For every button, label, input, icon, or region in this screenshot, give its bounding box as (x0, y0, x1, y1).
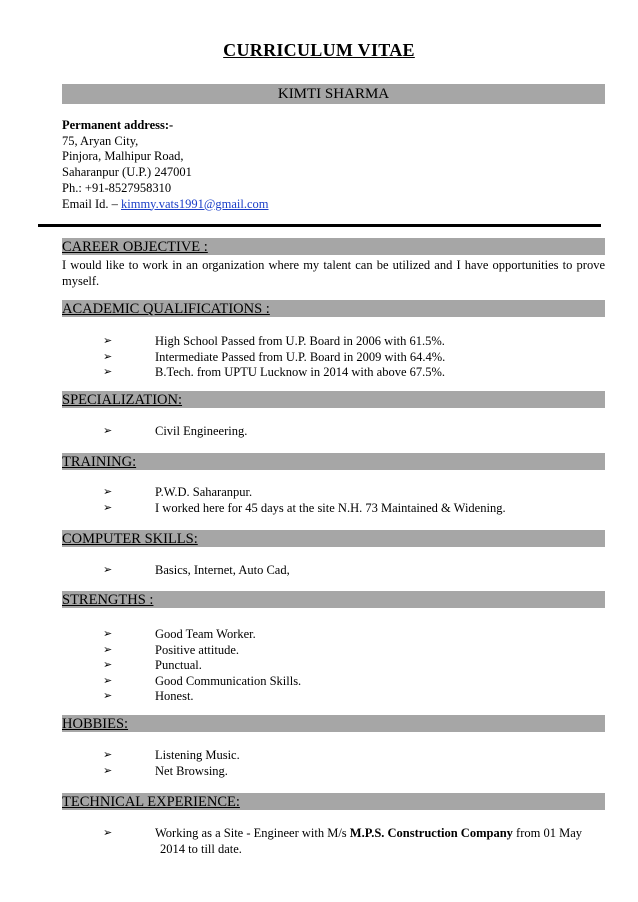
arrow-bullet-icon: ➢ (103, 827, 113, 839)
arrow-bullet-icon: ➢ (103, 564, 113, 576)
arrow-bullet-icon: ➢ (103, 749, 113, 761)
technical-experience-heading: TECHNICAL EXPERIENCE: (62, 793, 605, 810)
computer-skills-list (0, 563, 638, 579)
list-item: ➢ Civil Engineering. (103, 424, 248, 438)
arrow-bullet-icon: ➢ (103, 628, 113, 640)
address-line: Saharanpur (U.P.) 247001 (62, 165, 192, 180)
arrow-bullet-icon: ➢ (103, 690, 113, 702)
academic-heading: ACADEMIC QUALIFICATIONS : (62, 300, 605, 317)
email-line (62, 197, 269, 213)
divider-rule (38, 224, 601, 227)
specialization-heading: SPECIALIZATION: (62, 391, 605, 408)
technical-experience-list (0, 826, 638, 858)
email-link[interactable]: kimmy.vats1991@gmail.com (121, 196, 269, 211)
candidate-name: KIMTI SHARMA (62, 84, 605, 104)
arrow-bullet-icon: ➢ (103, 764, 113, 777)
career-objective-heading: CAREER OBJECTIVE : (62, 238, 605, 255)
career-objective-text: I would like to work in an organization where my talent can be utilized and I have opportunities to prove myself. (62, 258, 605, 288)
list-item: ➢ Basics, Internet, Auto Cad, (103, 563, 290, 577)
address-block (62, 118, 269, 212)
list-item: ➢ Listening Music. (103, 748, 240, 762)
address-line: 75, Aryan City, (62, 133, 139, 148)
arrow-bullet-icon: ➢ (103, 366, 113, 378)
list-item: ➢ Net Browsing. (103, 763, 228, 778)
list-item: ➢ B.Tech. from UPTU Lucknow in 2014 with above 67.5%. (103, 365, 446, 379)
training-list (0, 485, 638, 516)
email-label: Email Id. – (62, 196, 122, 211)
list-item: ➢ Working as a Site - Engineer with M/s M.P.S. Construction Company from 01 May 2014 to till date. (103, 826, 582, 856)
training-heading: TRAINING: (62, 453, 605, 470)
computer-skills-heading: COMPUTER SKILLS: (62, 530, 605, 547)
strengths-heading: STRENGTHS : (62, 591, 605, 608)
list-item: ➢ Good Team Worker. (103, 627, 256, 641)
list-item: ➢ Good Communication Skills. (103, 673, 302, 688)
company-name: M.P.S. Construction Company (349, 826, 513, 840)
hobbies-list (0, 748, 638, 779)
address-line: Pinjora, Malhipur Road, (62, 149, 184, 164)
arrow-bullet-icon: ➢ (103, 350, 113, 363)
list-item: ➢ Positive attitude. (103, 642, 240, 657)
arrow-bullet-icon: ➢ (103, 486, 113, 498)
arrow-bullet-icon: ➢ (103, 425, 113, 437)
arrow-bullet-icon: ➢ (103, 643, 113, 656)
strengths-list (0, 627, 638, 705)
arrow-bullet-icon: ➢ (103, 335, 113, 347)
academic-list (0, 334, 638, 381)
experience-continuation: 2014 to till date. (160, 842, 242, 856)
specialization-list (0, 424, 638, 440)
list-item: ➢ Intermediate Passed from U.P. Board in 2009 with 64.4%. (103, 349, 446, 364)
list-item: ➢ P.W.D. Saharanpur. (103, 485, 253, 499)
arrow-bullet-icon: ➢ (103, 659, 113, 671)
list-item: ➢ Honest. (103, 689, 194, 703)
hobbies-heading: HOBBIES: (62, 715, 605, 732)
arrow-bullet-icon: ➢ (103, 674, 113, 687)
document-title: CURRICULUM VITAE (223, 40, 415, 60)
list-item: ➢ I worked here for 45 days at the site N.H. 73 Maintained & Widening. (103, 500, 506, 515)
phone-line: Ph.: +91-8527958310 (62, 180, 172, 195)
list-item: ➢ High School Passed from U.P. Board in 2006 with 61.5%. (103, 334, 445, 348)
list-item: ➢ Punctual. (103, 658, 202, 672)
address-label: Permanent address:- (62, 118, 174, 132)
arrow-bullet-icon: ➢ (103, 501, 113, 514)
